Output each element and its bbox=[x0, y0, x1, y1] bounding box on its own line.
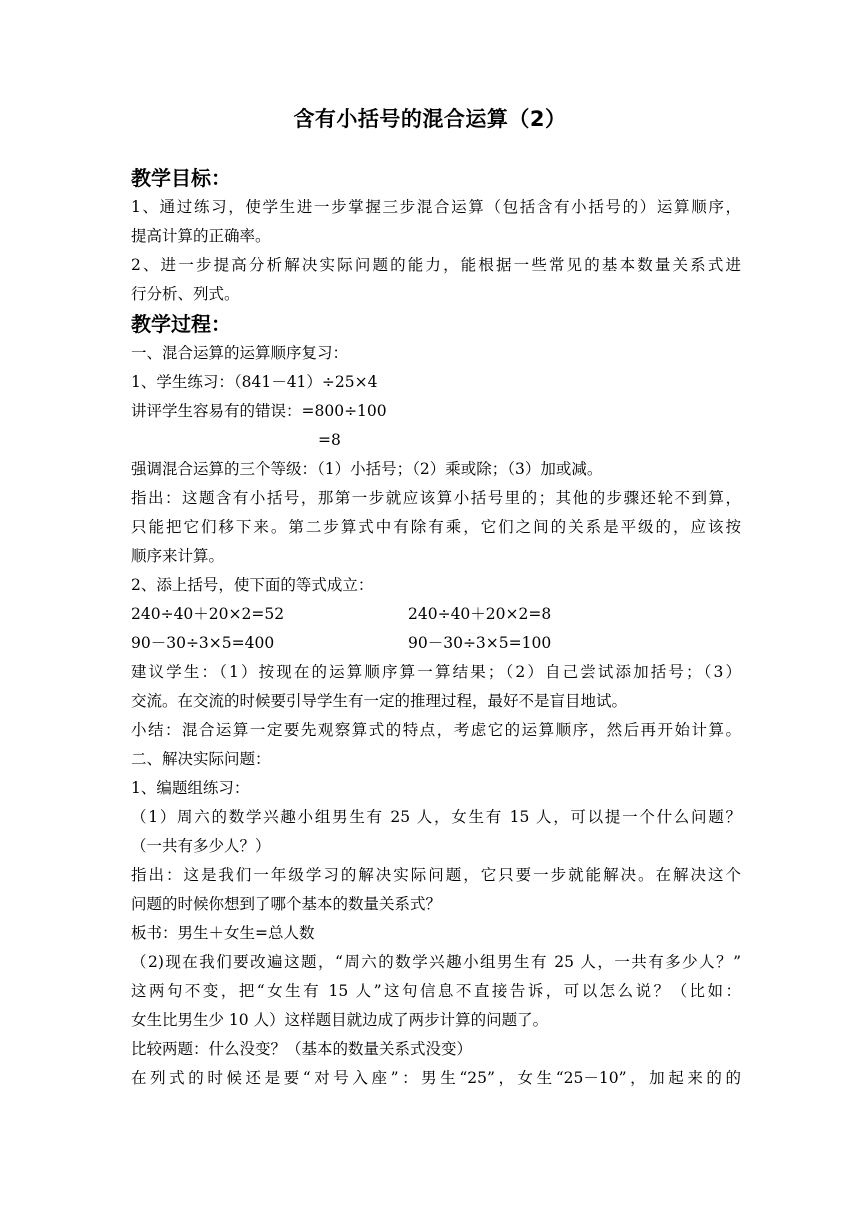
part2-item2-line-2: 这两句不变，把“女生有 15 人”这句信息不直接告诉，可以怎么说？（比如： bbox=[131, 982, 741, 1000]
part2-heading: 二、解决实际问题： bbox=[131, 750, 271, 768]
objective-2-line-2: 行分析、列式。 bbox=[131, 285, 240, 303]
document-title: 含有小括号的混合运算（2） bbox=[293, 107, 567, 131]
objective-2-line-1: 2、进一步提高分析解决实际问题的能力，能根据一些常见的基本数量关系式进 bbox=[131, 256, 741, 274]
objectives-heading: 教学目标： bbox=[131, 166, 231, 190]
part2-item2-line-1: （2)现在我们要改遍这题，“周六的数学兴趣小组男生有 25 人，一共有多少人？” bbox=[131, 953, 741, 971]
equation-2-right: 90－30÷3×5=100 bbox=[408, 634, 552, 652]
part2-exercise-heading: 1、编题组练习： bbox=[131, 779, 250, 797]
part1-note-line-3: 顺序来计算。 bbox=[131, 547, 225, 565]
equation-row-1 bbox=[131, 600, 741, 629]
part1-summary: 小结：混合运算一定要先观察算式的特点，考虑它的运算顺序，然后再开始计算。 bbox=[131, 721, 741, 739]
part1-suggestion-line-2: 交流。在交流的时候要引导学生有一定的推理过程，最好不是盲目地试。 bbox=[131, 692, 628, 710]
equation-row-2 bbox=[131, 629, 741, 658]
part2-item1-line-1: （1）周六的数学兴趣小组男生有 25 人，女生有 15 人，可以提一个什么问题？ bbox=[131, 808, 741, 826]
part1-levels: 强调混合运算的三个等级：（1）小括号；（2）乘或除；（3）加或减。 bbox=[131, 460, 603, 478]
part1-note-line-1: 指出：这题含有小括号，那第一步就应该算小括号里的；其他的步骤还轮不到算， bbox=[131, 489, 741, 507]
process-heading: 教学过程： bbox=[131, 312, 231, 336]
part2-item1-line-2: （一共有多少人？） bbox=[131, 837, 271, 855]
equation-1-left: 240÷40＋20×2=52 bbox=[131, 605, 285, 623]
part2-item2-line-3: 女生比男生少 10 人）这样题目就边成了两步计算的问题了。 bbox=[131, 1011, 549, 1029]
part1-bracket-task: 2、添上括号，使下面的等式成立： bbox=[131, 576, 374, 594]
part1-note-line-2: 只能把它们移下来。第二步算式中有除有乘，它们之间的关系是平级的，应该按 bbox=[131, 518, 741, 536]
objective-1-line-2: 提高计算的正确率。 bbox=[131, 227, 271, 245]
part2-compare: 比较两题：什么没变？（基本的数量关系式没变） bbox=[131, 1040, 473, 1058]
part2-board-writing: 板书：男生＋女生=总人数 bbox=[131, 924, 315, 942]
equation-1-right: 240÷40＋20×2=8 bbox=[408, 605, 552, 623]
part2-note-line-1: 指出：这是我们一年级学习的解决实际问题，它只要一步就能解决。在解决这个 bbox=[131, 866, 741, 884]
part2-last-line: 在列式的时候还是要“对号入座”：男生“25”，女生“25－10”，加起来的的 bbox=[131, 1069, 741, 1087]
objective-1-line-1: 1、通过练习，使学生进一步掌握三步混合运算（包括含有小括号的）运算顺序， bbox=[131, 198, 741, 216]
document-body bbox=[131, 163, 741, 1093]
part1-suggestion-line-1: 建议学生：（1）按现在的运算顺序算一算结果；（2）自己尝试添加括号；（3） bbox=[131, 663, 741, 681]
part2-note-line-2: 问题的时候你想到了哪个基本的数量关系式？ bbox=[131, 895, 442, 913]
part1-common-error: 讲评学生容易有的错误：=800÷100 bbox=[131, 402, 387, 420]
part1-heading: 一、混合运算的运算顺序复习： bbox=[131, 344, 349, 362]
part1-exercise: 1、学生练习：（841－41）÷25×4 bbox=[131, 373, 378, 391]
part1-error-result: =8 bbox=[318, 431, 341, 449]
equation-2-left: 90－30÷3×5=400 bbox=[131, 634, 275, 652]
